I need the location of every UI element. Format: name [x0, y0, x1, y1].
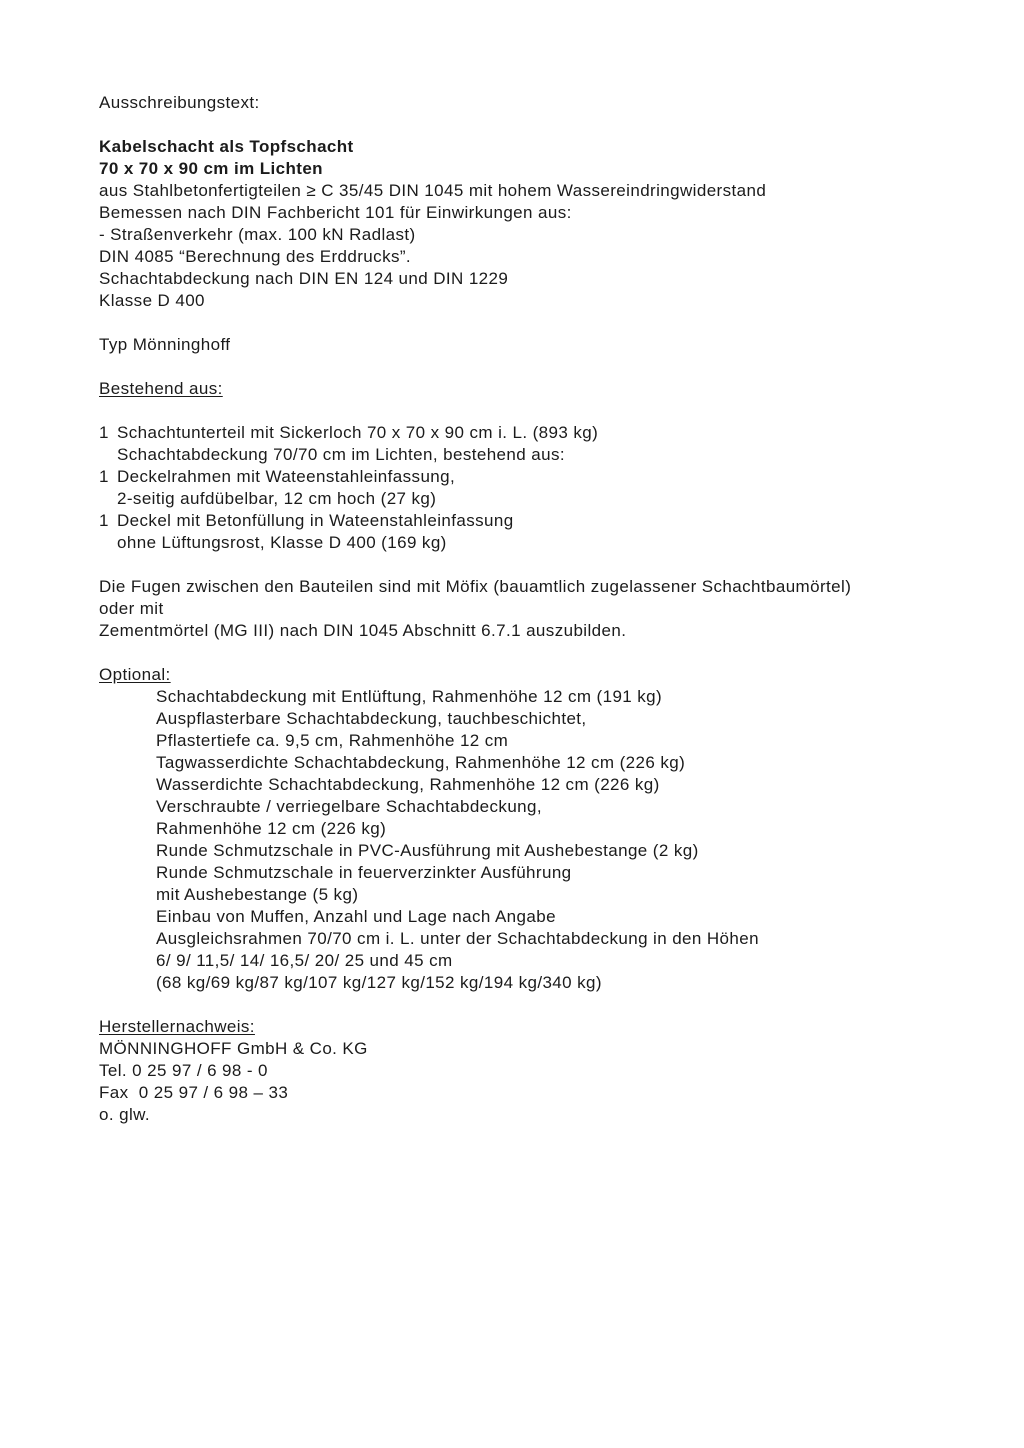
optional-item: Pflastertiefe ca. 9,5 cm, Rahmenhöhe 12 cm: [156, 731, 509, 750]
list-item: [99, 466, 979, 488]
hersteller-heading-text: Herstellernachweis:: [99, 1017, 255, 1036]
intro-line: Ausschreibungstext:: [99, 93, 260, 112]
bestehend-list: [99, 422, 979, 554]
optional-heading-text: Optional:: [99, 665, 171, 684]
optional-list: [99, 686, 979, 994]
text-line: o. glw.: [99, 1105, 150, 1124]
fugen-paragraph: [99, 576, 979, 642]
optional-item: mit Aushebestange (5 kg): [156, 885, 359, 904]
document-title: Kabelschacht als Topfschacht: [99, 137, 354, 156]
optional-item: Ausgleichsrahmen 70/70 cm i. L. unter der Schachtabdeckung in den Höhen: [156, 929, 759, 948]
optional-item: 6/ 9/ 11,5/ 14/ 16,5/ 20/ 25 und 45 cm: [156, 951, 453, 970]
optional-item: Einbau von Muffen, Anzahl und Lage nach Angabe: [156, 907, 556, 926]
list-item-number: 1: [99, 423, 109, 442]
list-item-text: Deckelrahmen mit Wateenstahleinfassung,: [117, 467, 456, 486]
text-line: Fax 0 25 97 / 6 98 – 33: [99, 1083, 289, 1102]
optional-item: Auspflasterbare Schachtabdeckung, tauchbeschichtet,: [156, 709, 587, 728]
text-line: Klasse D 400: [99, 291, 205, 310]
optional-item: Verschraubte / verriegelbare Schachtabdeckung,: [156, 797, 543, 816]
optional-item: Rahmenhöhe 12 cm (226 kg): [156, 819, 387, 838]
hersteller-lines: [99, 1038, 979, 1126]
type-line: Typ Mönninghoff: [99, 335, 231, 354]
document-subtitle: 70 x 70 x 90 cm im Lichten: [99, 159, 323, 178]
text-line: Tel. 0 25 97 / 6 98 - 0: [99, 1061, 268, 1080]
list-item: [99, 532, 979, 554]
list-item-number: 1: [99, 467, 109, 486]
list-item-text: Schachtabdeckung 70/70 cm im Lichten, bestehend aus:: [117, 445, 565, 464]
optional-item: Schachtabdeckung mit Entlüftung, Rahmenhöhe 12 cm (191 kg): [156, 687, 663, 706]
optional-item: Wasserdichte Schachtabdeckung, Rahmenhöhe 12 cm (226 kg): [156, 775, 660, 794]
list-item: [99, 510, 979, 532]
bestehend-heading-text: Bestehend aus:: [99, 379, 223, 398]
text-line: Bemessen nach DIN Fachbericht 101 für Einwirkungen aus:: [99, 203, 572, 222]
optional-block: [99, 664, 979, 994]
text-line: Die Fugen zwischen den Bauteilen sind mit Möfix (bauamtlich zugelassener Schachtbaumörtel): [99, 577, 852, 596]
list-item: [99, 422, 979, 444]
text-line: - Straßenverkehr (max. 100 kN Radlast): [99, 225, 416, 244]
text-line: Zementmörtel (MG III) nach DIN 1045 Abschnitt 6.7.1 auszubilden.: [99, 621, 627, 640]
text-line: oder mit: [99, 599, 164, 618]
list-item: [99, 488, 979, 510]
spec-lines: [99, 180, 979, 312]
list-item-text: Schachtunterteil mit Sickerloch 70 x 70 x 90 cm i. L. (893 kg): [117, 423, 599, 442]
text-line: aus Stahlbetonfertigteilen ≥ C 35/45 DIN 1045 mit hohem Wassereindringwiderstand: [99, 181, 767, 200]
optional-item: Runde Schmutzschale in feuerverzinkter Ausführung: [156, 863, 572, 882]
optional-heading: [99, 664, 979, 686]
text-line: DIN 4085 “Berechnung des Erddrucks”.: [99, 247, 412, 266]
text-line: MÖNNINGHOFF GmbH & Co. KG: [99, 1039, 368, 1058]
list-item-number: 1: [99, 511, 109, 530]
hersteller-block: [99, 1016, 979, 1126]
list-item-text: Deckel mit Betonfüllung in Wateenstahleinfassung: [117, 511, 514, 530]
text-line: Schachtabdeckung nach DIN EN 124 und DIN 1229: [99, 269, 509, 288]
hersteller-heading: [99, 1016, 979, 1038]
bestehend-heading: [99, 378, 979, 400]
optional-item: Runde Schmutzschale in PVC-Ausführung mit Aushebestange (2 kg): [156, 841, 699, 860]
list-item-text: 2-seitig aufdübelbar, 12 cm hoch (27 kg): [117, 489, 437, 508]
list-item-text: ohne Lüftungsrost, Klasse D 400 (169 kg): [117, 533, 447, 552]
list-item: [99, 444, 979, 466]
optional-item: Tagwasserdichte Schachtabdeckung, Rahmenhöhe 12 cm (226 kg): [156, 753, 686, 772]
optional-item: (68 kg/69 kg/87 kg/107 kg/127 kg/152 kg/194 kg/340 kg): [156, 973, 602, 992]
title-and-spec-block: [99, 136, 979, 312]
document-content: [99, 92, 979, 1126]
